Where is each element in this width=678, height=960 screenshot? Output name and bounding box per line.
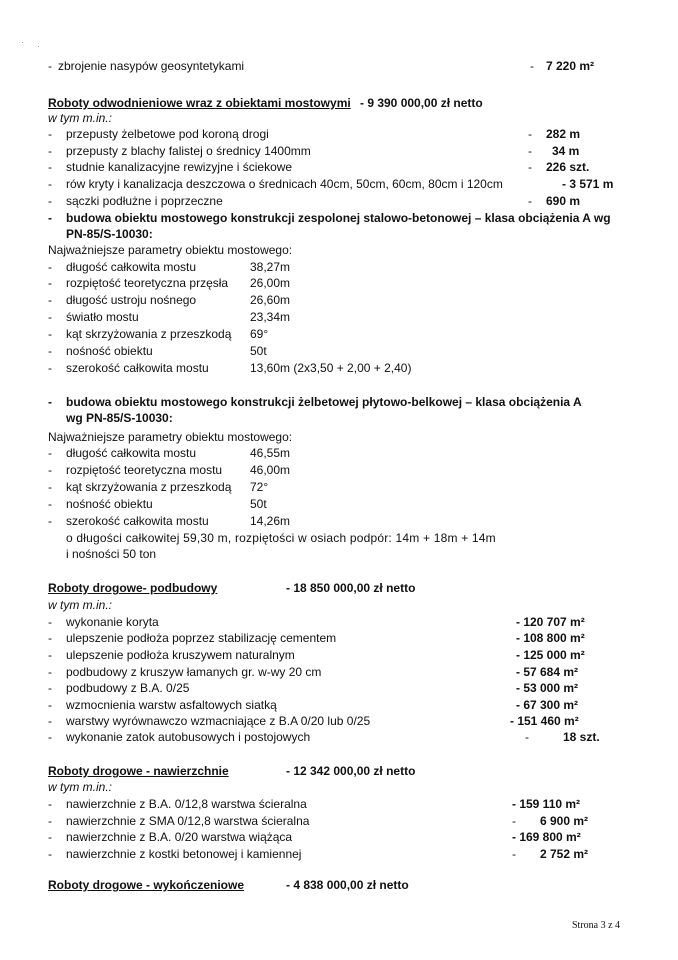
section-title: Roboty drogowe- podbudowy <box>48 581 218 595</box>
section-intro: w tym m.in.: <box>48 598 113 612</box>
bullet-dash: - <box>48 293 52 307</box>
item-value: 46,00m <box>250 463 291 477</box>
param-label: szerokość całkowita mostu <box>66 361 209 375</box>
item-value: 69° <box>250 327 269 341</box>
bullet-dash: - <box>48 310 52 324</box>
bullet-dash: - <box>528 144 532 158</box>
item-value: 226 szt. <box>546 160 590 174</box>
item-value: - 3 571 m <box>562 177 614 191</box>
item-value: 13,60m (2x3,50 + 2,00 + 2,40) <box>250 361 412 375</box>
bullet-dash: - <box>48 260 52 274</box>
section-title: Roboty odwodnieniowe wraz z obiektami mostowymi <box>48 96 351 110</box>
param-label: kąt skrzyżowania z przeszkodą <box>66 327 232 341</box>
item-value: - 125 000 m² <box>516 648 585 662</box>
bullet-dash: - <box>48 276 52 290</box>
item-text: warstwy wyrównawczo wzmacniające z B.A 0/20 lub 0/25 <box>66 714 371 728</box>
bullet-dash: - <box>512 847 516 861</box>
section-intro: w tym m.in.: <box>48 780 113 794</box>
section-amount: - 9 390 000,00 zł netto <box>360 96 483 110</box>
item-text: wykonanie koryta <box>66 615 159 629</box>
scan-speck <box>38 46 39 47</box>
bullet-dash: - <box>48 144 52 158</box>
bullet-dash: - <box>48 497 52 511</box>
param-label: szerokość całkowita mostu <box>66 514 209 528</box>
item-value: 38,27m <box>250 260 291 274</box>
bullet-dash: - <box>48 446 52 460</box>
item-value: - 151 460 m² <box>510 714 579 728</box>
bullet-dash: - <box>48 714 52 728</box>
bullet-dash: - <box>48 395 52 409</box>
bullet-dash: - <box>48 160 52 174</box>
item-value: 14,26m <box>250 514 291 528</box>
param-label: długość ustroju nośnego <box>66 293 197 307</box>
item-value: 34 m <box>552 144 580 158</box>
param-label: długość całkowita mostu <box>66 446 197 460</box>
item-text: ulepszenie podłoża poprzez stabilizację cementem <box>66 631 337 645</box>
section-intro: w tym m.in.: <box>48 111 113 125</box>
param-label: światło mostu <box>66 310 139 324</box>
bullet-dash: - <box>48 361 52 375</box>
bullet-dash: - <box>48 797 52 811</box>
section-amount: - 12 342 000,00 zł netto <box>286 764 416 778</box>
description-line: budowa obiektu mostowego konstrukcji zespolonej stalowo-betonowej – klasa obciążenia A wg <box>66 211 611 225</box>
item-text: przepusty żelbetowe pod koroną drogi <box>66 127 269 141</box>
item-text: wzmocnienia warstw asfaltowych siatką <box>66 698 277 712</box>
param-label: rozpiętość teoretyczna przęsła <box>66 276 229 290</box>
item-text: sączki podłużne i poprzeczne <box>66 194 223 208</box>
section-title: Roboty drogowe - nawierzchnie <box>48 764 229 778</box>
item-value: 50t <box>250 344 267 358</box>
description-line: budowa obiektu mostowego konstrukcji żelbetowej płytowo-belkowej – klasa obciążenia A <box>66 395 582 409</box>
bullet-dash: - <box>48 681 52 695</box>
item-value: 23,34m <box>250 310 291 324</box>
item-value: - 120 707 m² <box>516 615 585 629</box>
item-value: 46,55m <box>250 446 291 460</box>
bullet-dash: - <box>525 730 529 744</box>
item-value: - 159 110 m² <box>512 797 581 811</box>
bullet-dash: - <box>48 194 52 208</box>
item-text: nawierzchnie z B.A. 0/20 warstwa wiążąca <box>66 830 293 844</box>
item-value: 26,60m <box>250 293 291 307</box>
bullet-dash: - <box>528 194 532 208</box>
param-label: długość całkowita mostu <box>66 260 197 274</box>
page-number: Strona 3 z 4 <box>572 920 621 931</box>
param-label: kąt skrzyżowania z przeszkodą <box>66 480 232 494</box>
param-label: nośność obiektu <box>66 497 153 511</box>
item-value: - 53 000 m² <box>516 681 579 695</box>
item-text: wykonanie zatok autobusowych i postojowych <box>66 730 311 744</box>
bullet-dash: - <box>48 730 52 744</box>
section-amount: - 18 850 000,00 zł netto <box>286 581 416 595</box>
item-value: 2 752 m² <box>540 847 589 861</box>
item-text: zbrojenie nasypów geosyntetykami <box>58 59 245 73</box>
item-text: nawierzchnie z SMA 0/12,8 warstwa ścieralna <box>66 814 310 828</box>
bullet-dash: - <box>528 160 532 174</box>
bullet-dash: - <box>48 665 52 679</box>
bullet-dash: - <box>48 648 52 662</box>
scan-speck <box>22 42 23 43</box>
item-value: 18 szt. <box>563 730 600 744</box>
item-text: podbudowy z B.A. 0/25 <box>66 681 190 695</box>
item-value: 690 m <box>546 194 581 208</box>
item-text: podbudowy z kruszyw łamanych gr. w-wy 20 cm <box>66 665 322 679</box>
description-line: PN-85/S-10030: <box>66 227 153 241</box>
section-title: Roboty drogowe - wykończeniowe <box>48 878 245 892</box>
item-text: studnie kanalizacyjne rewizyjne i ściekowe <box>66 160 293 174</box>
bullet-dash: - <box>48 631 52 645</box>
bullet-dash: - <box>48 830 52 844</box>
item-text: rów kryty i kanalizacja deszczowa o średnicach 40cm, 50cm, 60cm, 80cm i 120cm <box>66 177 503 191</box>
bullet-dash: - <box>48 698 52 712</box>
item-text: nawierzchnie z kostki betonowej i kamiennej <box>66 847 302 861</box>
bullet-dash: - <box>48 463 52 477</box>
item-value: - 169 800 m² <box>512 830 581 844</box>
bullet-dash: - <box>48 615 52 629</box>
item-text: ulepszenie podłoża kruszywem naturalnym <box>66 648 295 662</box>
item-value: 26,00m <box>250 276 291 290</box>
bullet-dash: - <box>48 480 52 494</box>
item-text: przepusty z blachy falistej o średnicy 1400mm <box>66 144 311 158</box>
bullet-dash: - <box>528 127 532 141</box>
params-title-text: Najważniejsze parametry obiektu mostowego: <box>48 243 293 257</box>
item-text: nawierzchnie z B.A. 0/12,8 warstwa ścieralna <box>66 797 307 811</box>
bullet-dash: - <box>48 211 52 225</box>
params-title-text: Najważniejsze parametry obiektu mostowego: <box>48 430 293 444</box>
bullet-dash: - <box>48 847 52 861</box>
bullet-dash: - <box>48 814 52 828</box>
bullet-dash: - <box>530 59 534 73</box>
item-value: 6 900 m² <box>540 814 589 828</box>
item-value: - 67 300 m² <box>516 698 579 712</box>
section-amount: - 4 838 000,00 zł netto <box>286 878 409 892</box>
item-value: - 108 800 m² <box>516 631 585 645</box>
bullet-dash: - <box>48 344 52 358</box>
item-value: 7 220 m² <box>546 59 595 73</box>
item-value: - 57 684 m² <box>516 665 579 679</box>
param-label: rozpiętość teoretyczna mostu <box>66 463 223 477</box>
description-line: wg PN-85/S-10030: <box>66 411 173 425</box>
item-value: 50t <box>250 497 267 511</box>
description-line: i nośności 50 ton <box>66 547 157 561</box>
bullet-dash: - <box>48 127 52 141</box>
bullet-dash: - <box>512 814 516 828</box>
bullet-dash: - <box>48 514 52 528</box>
description-line: o długości całkowitej 59,30 m, rozpiętości w osiach podpór: 14m + 18m + 14m <box>66 531 496 545</box>
text: - <box>48 59 52 73</box>
param-label: nośność obiektu <box>66 344 153 358</box>
bullet-dash: - <box>48 327 52 341</box>
item-value: 72° <box>250 480 269 494</box>
bullet-dash: - <box>48 177 52 191</box>
item-value: 282 m <box>546 127 581 141</box>
